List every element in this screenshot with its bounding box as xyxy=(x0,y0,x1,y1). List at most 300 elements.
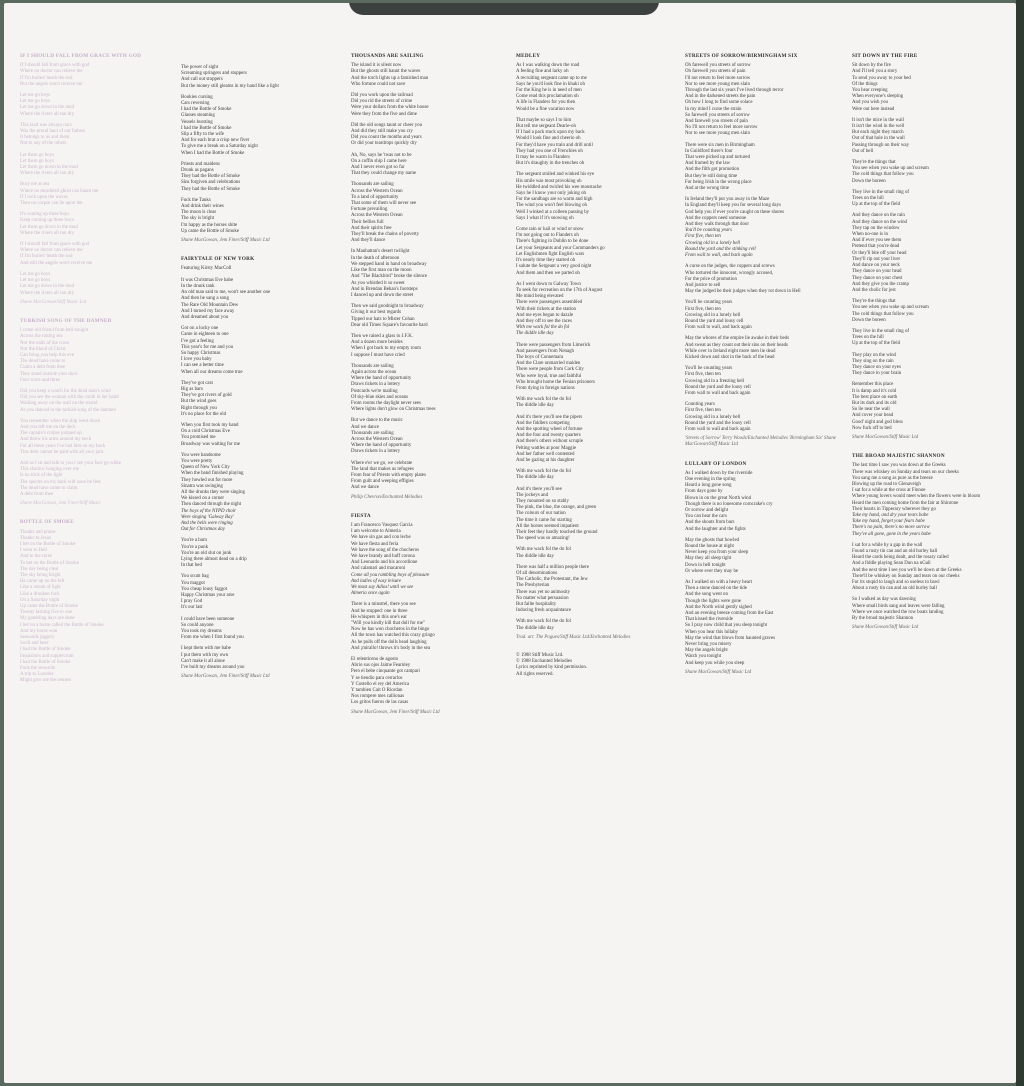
lyric-line: Who were loyal, true and faithful xyxy=(516,373,582,379)
lyric-line: And we dance xyxy=(351,485,379,491)
lyric-line: It's coming up three boys xyxy=(20,212,70,218)
lyric-line: No matter what persuasion xyxy=(516,595,569,601)
lyric-line: The day being clear xyxy=(20,566,59,572)
lyric-line: And farewell you streets of pain xyxy=(685,119,748,125)
lyric-line: For the sandbags are so warm and high xyxy=(516,197,593,203)
lyric-line: And me eyes began to dazzle xyxy=(516,312,574,318)
song-section xyxy=(516,53,686,641)
lyric-line: Where young lovers would meet when the flowers were in bloom xyxy=(852,494,981,500)
lyric-line: And they give you the cramp xyxy=(852,281,909,287)
lyric-line: Where the rivers all run dry xyxy=(20,230,75,236)
lyric-line: They tap on the window xyxy=(852,225,900,231)
lyric-line: Slip a fifty to the wife xyxy=(181,132,225,138)
lyric-line: The diddle idle day xyxy=(516,553,554,559)
lyric-line: And cover your head xyxy=(852,413,894,419)
lyric-line: And "The Blackbird" broke the silence xyxy=(351,274,428,280)
lyric-line: Then a stone danced on the tide xyxy=(685,586,747,592)
lyric-line: The best place on earth xyxy=(852,394,898,400)
lyric-line: There was half a million people there xyxy=(516,564,590,570)
lyric-line: The diddle idle day xyxy=(516,475,554,481)
lyric-line: From wall to wall and back again xyxy=(685,390,751,396)
lyric-line: They play on the wind xyxy=(852,352,897,358)
lyric-line: And it's there you'll see xyxy=(516,486,562,492)
lyric-line: Let me go boys xyxy=(20,271,51,277)
lyric-line: This year's for me and you xyxy=(181,344,234,350)
lyric-line: Would I look fine and cheerio oh xyxy=(516,136,581,142)
lyric-line: Four score and three xyxy=(20,377,61,383)
lyric-line: And them and then we parted oh xyxy=(516,270,580,276)
song-section xyxy=(685,461,845,677)
lyric-line: They live in the small ring of xyxy=(852,328,910,334)
lyric-line: As I was walking down the road xyxy=(516,63,580,69)
lyric-line: And you left me on the deck xyxy=(20,424,76,430)
lyric-line: Nor the nails of the cross xyxy=(20,340,70,346)
song-title: SIT DOWN BY THE FIRE xyxy=(852,53,918,59)
lyric-line: We have brandy and huff corona xyxy=(351,554,415,560)
lyric-line: © 1988 Stiff Music Ltd. xyxy=(516,653,564,659)
lyric-line: And it's there you'll see the pipers xyxy=(516,414,583,420)
lyric-line: But the money still gleams in my hand like a light xyxy=(181,83,279,89)
lyric-line: By the broad majestic Shannon xyxy=(852,616,914,622)
lyric-line: Cars reversing xyxy=(181,101,210,107)
lyric-line: But the ghosts still haunt the waves xyxy=(351,69,421,75)
lyric-line: That they could change my name xyxy=(351,171,417,177)
song-title: IF I SHOULD FALL FROM GRACE WITH GOD xyxy=(20,53,142,59)
song-credit: Trad. arr. The Pogues/Stiff Music Ltd/Enchanted Melodies xyxy=(516,634,631,640)
lyric-line: Glasses steaming xyxy=(181,113,215,119)
lyric-line: And he gazing at his daughter xyxy=(516,457,575,463)
lyric-line: Their bellies full xyxy=(351,219,384,225)
lyric-line: Right through you xyxy=(181,405,217,411)
lyric-line: Y tambien Cait O Riordan xyxy=(351,688,403,694)
lyric-line: Let them go down in the mud xyxy=(20,165,78,171)
lyric-line: On a cold Christmas Eve xyxy=(181,429,230,435)
lyric-line: Though the lights were gone xyxy=(685,598,741,604)
lyric-line: Let me go boys xyxy=(20,99,51,105)
lyric-line: I'll not return to feel more sorrow xyxy=(685,75,751,81)
lyric-line: The dead have come to claim xyxy=(20,485,78,491)
lyric-line: I kept them with me babe xyxy=(181,646,231,652)
lyric-line: Let them go down in the mud xyxy=(20,224,78,230)
song-title: STREETS OF SORROW/BIRMINGHAM SIX xyxy=(685,53,798,59)
lyric-line: With their tickets at the station xyxy=(516,306,576,312)
lyric-line: You took my dreams xyxy=(181,629,222,635)
lyric-line: Out of that hole in the wall xyxy=(852,136,905,142)
lyric-line: Claim a debt from thee xyxy=(20,365,66,371)
lyric-line: In the death of afternoon xyxy=(351,255,400,261)
lyric-line: First five, then ten xyxy=(685,408,721,414)
lyric-line: There'll be whiskey on Sunday and tears on our cheeks xyxy=(852,573,960,579)
lyric-line: When I got back to my empty room xyxy=(351,346,421,352)
lyric-line: Screaming springers and stoppers xyxy=(181,71,247,77)
lyric-line: And the shouts from bars xyxy=(685,520,735,526)
lyric-line: Or they'll bite off your head xyxy=(852,250,907,256)
lyric-line: From wall to wall, and back again xyxy=(685,325,752,331)
lyric-line: Growing old in a lonely hell xyxy=(685,240,741,246)
lyric-line: And ¡mirallo! throws it's body in the sea xyxy=(351,645,430,651)
lyric-line: When everyone's sleeping xyxy=(852,94,904,100)
lyric-line: Up came the Bottle of Smoke xyxy=(20,604,78,610)
lyric-line: Can bring you help this eve xyxy=(20,352,74,358)
lyric-line: We must say Adios! until we see xyxy=(351,585,414,591)
lyric-line: Y se tiendio para cerrarlos xyxy=(351,675,403,681)
lyric-line: I put them with my own xyxy=(181,652,229,658)
lyric-line: I bet on a horse called the Bottle of Smoke xyxy=(20,622,104,628)
lyric-line: Round the yard and the lousy cell xyxy=(685,420,751,426)
lyric-line: Like a streak of light xyxy=(20,585,61,591)
lyric-line: And the filth got promotion xyxy=(685,167,740,173)
lyric-line: Says he I know your only joking oh xyxy=(516,191,586,197)
lyric-line: On a coffin ship I came here xyxy=(351,158,407,164)
lyric-line: But each night they march xyxy=(852,130,904,136)
lyric-line: Were singing 'Galway Bay' xyxy=(181,514,234,520)
lyric-line: Dear old Times Square's favourite bard xyxy=(351,322,428,328)
lyric-line: Not to any of the others xyxy=(20,141,67,147)
lyric-line: With me wack fol the do fol xyxy=(516,469,571,475)
lyric-line: They mounted on so stably xyxy=(516,499,569,504)
lyric-line: You scum bag xyxy=(181,574,209,580)
lyric-line: Who tortured the innocent, wrongly accused, xyxy=(685,270,774,276)
lyric-line: First five, then ten xyxy=(685,234,721,240)
lyric-line: I've got a feeling xyxy=(181,338,214,344)
lyric-line: But it's draughty in the trenches oh xyxy=(516,161,585,167)
lyric-line: I am Francesco Vasquez Garcia xyxy=(351,523,413,528)
lyric-line: Down the boreen xyxy=(852,317,886,323)
lyric-line: They've got rivers of gold xyxy=(181,393,232,399)
song-section xyxy=(852,53,1016,441)
lyric-line: All the drunks they were singing xyxy=(181,489,245,495)
lyric-line: You'll be counting years xyxy=(685,300,733,306)
lyric-line: You're a bum xyxy=(181,538,207,544)
lyric-line: And there's others without scruple xyxy=(516,439,583,445)
lyric-line: Where lights don't glow on Christmas trees xyxy=(351,407,436,413)
lyric-line: And the bells were ringing xyxy=(181,521,233,526)
lyric-line: And calamari and macaroni xyxy=(351,566,406,572)
lyric-line: And I turned my face away xyxy=(181,308,235,314)
lyric-line: Take my hand, and dry your tears babe xyxy=(852,513,929,518)
lyric-line: And the sporting wheel of fortune xyxy=(516,426,583,432)
lyric-line: There were people from Cork City xyxy=(516,367,584,373)
lyric-line: To give me a break on a Saturday night xyxy=(181,144,258,150)
lyric-line: Their hearts in Tipperary wherever they go xyxy=(852,506,936,512)
lyric-line: Almeria once again xyxy=(351,591,390,597)
lyric-line: For the King he is in need of men xyxy=(516,88,582,94)
lyric-line: The Catholic, the Protestant, the Jew xyxy=(516,577,588,583)
lyric-line: They sing on the rain xyxy=(852,358,894,364)
lyric-line: Up at the top of the field xyxy=(852,341,901,347)
lyric-line: The pink, the blue, the orange, and green xyxy=(516,505,597,511)
lyric-line: You were handsome xyxy=(181,452,221,458)
lyric-line: When no-one is in xyxy=(852,232,888,238)
lyric-line: Growing old in a lonely hell xyxy=(685,414,741,420)
lyric-line: And dance on your neck xyxy=(852,263,900,269)
lyric-line: As he pulls off the dolls head laughing xyxy=(351,639,427,645)
lyric-line: With me wack fol the do fol xyxy=(516,619,571,625)
lyric-line: You see when you wake up and scream xyxy=(852,305,929,311)
lyric-line: It belongs to us and them xyxy=(20,135,70,141)
lyric-line: You maggot xyxy=(181,580,205,586)
lyric-line: Come read this proclamation oh xyxy=(516,94,579,100)
lyric-line: Would be a fine vacation now xyxy=(516,106,575,112)
song-section xyxy=(181,256,346,680)
lyric-line: They dance in your brain xyxy=(852,371,902,377)
lyric-line: The dead have come to xyxy=(20,359,66,365)
lyric-line: To bet on the Bottle of Smoke xyxy=(20,560,79,566)
lyric-line: You'll be counting years xyxy=(685,366,733,372)
song-credit: 'Streets of Sorrow' Terry Woods/Enchanted Melodies 'Birmingham Six' Shane MacGowan/Stiff Music Ltd xyxy=(685,436,836,448)
lyric-line: This debt cannot be paid with all your jack xyxy=(20,449,104,455)
lyric-line: Now he has won chocheros in the bingo xyxy=(351,627,430,633)
song-section xyxy=(20,318,170,507)
song-section xyxy=(351,513,511,716)
lyric-line: May the wind that blows from haunted graves xyxy=(685,635,776,641)
lyric-line: They had the Bottle of Smoke xyxy=(181,186,240,192)
lyric-line: May the judged be their judges when they rot down in Hell xyxy=(685,289,801,295)
song-credit: Shane MacGowan/Stiff Music Ltd xyxy=(852,434,919,440)
lyric-line: Let Englishmen fight English wars xyxy=(516,251,585,257)
lyric-line: You're an old slut on junk xyxy=(181,550,232,556)
lyric-line: We have sin gas and con leche xyxy=(351,535,411,541)
lyric-line: Round the yard and lousy cell xyxy=(685,318,744,324)
lyric-line: The sergeant smiled and winked his eye xyxy=(516,172,595,178)
lyric-line: And my horse won xyxy=(20,628,58,634)
lyric-line: All rights reserved. xyxy=(516,671,554,677)
lyric-line: That some of them will never see xyxy=(351,201,417,207)
lyric-line: Swill and beer xyxy=(20,641,49,647)
lyric-line: They've all gone, gone in the years babe xyxy=(852,531,931,537)
lyric-line: And still the angels won't receive me xyxy=(20,260,93,266)
lyric-line: You remember when the ship went down xyxy=(20,418,101,424)
lyric-line: They live in the small ring of xyxy=(852,189,910,195)
lyric-line: So happy Christmas xyxy=(181,350,221,356)
lyric-line: I bet on the Bottle of Smoke xyxy=(20,542,76,547)
lyric-line: Oh farewell you streets of sorrow xyxy=(685,63,751,69)
lyric-line: Of all denominations xyxy=(516,571,558,577)
column-4 xyxy=(516,53,686,690)
lyric-line: That were picked up and tortured xyxy=(685,155,751,161)
lyric-line: It's nearly time they started oh xyxy=(516,258,576,264)
lyric-line: A recruiting sergeant came up to me xyxy=(516,75,587,81)
lyric-line: No I'll not return to feel more sorrow xyxy=(685,125,758,131)
lyric-line: A life in Flanders for you then xyxy=(516,100,576,106)
lyric-line: They howled out for more xyxy=(181,477,233,483)
lyric-line: I love you baby xyxy=(181,357,212,363)
lyric-line: And the laughter and the fights xyxy=(685,526,746,532)
lyric-line: Big as bars xyxy=(181,386,203,392)
lyric-line: For being Irish in the wrong place xyxy=(685,179,752,185)
lyric-line: All the town has watched this crazy gringo xyxy=(351,633,435,639)
lyric-line: From dying in foreign nations xyxy=(516,385,575,391)
lyric-line: And they off to see the races xyxy=(516,318,572,324)
lyric-line: A curse on the judges, the coppers and screws xyxy=(685,264,775,270)
lyric-line: From wall to wall, and back again xyxy=(685,253,753,259)
lyric-line: This shadow hanging over me xyxy=(20,467,79,473)
lyric-line: For the price of promotion xyxy=(685,276,737,282)
lyric-line: There were passengers from Limerick xyxy=(516,342,591,348)
lyric-line: Round the yard and the stinking cell xyxy=(685,246,756,252)
lyric-line: Pero el bebe cinquante got campari xyxy=(351,669,420,675)
lyric-line: For they'd have you train and drill until xyxy=(516,142,593,148)
lyric-line: Pretend that you're dead xyxy=(852,244,900,250)
lyric-line: As you whistled it so sweet xyxy=(351,280,405,286)
lyric-line: Good' night and god bless xyxy=(852,419,903,425)
lyric-line: Did you see the woman with the comb in her hand xyxy=(20,395,119,401)
lyric-line: So I walked as day was dawning xyxy=(852,597,916,603)
lyric-line: Let your Sergeants and your Commanders go xyxy=(516,245,605,251)
lyric-line: The moon is clear xyxy=(181,210,217,216)
lyric-line: From fear of Priests with empty plates xyxy=(351,472,426,478)
lyric-line: Abrio sus ojos Jaime Fearnley xyxy=(351,663,411,669)
lyric-line: You were pretty xyxy=(181,458,213,464)
lyric-line: And he stopped: one in three xyxy=(351,608,408,614)
lyric-line: Where the rivers all run dry xyxy=(20,171,75,177)
song-section xyxy=(181,65,346,244)
lyric-line: Take my hand, forget your fears babe xyxy=(852,519,925,525)
lyric-line: Got on a lucky one xyxy=(181,326,219,332)
song-credit: Shane MacGowan/Stiff Music Ltd xyxy=(20,299,87,305)
lyric-line: Draws tickets in a lottery xyxy=(351,449,401,455)
lyric-line: And in the darkened streets the pain xyxy=(685,94,756,100)
lyric-line: Who brought home the Fenian prisoners xyxy=(516,379,595,385)
lyric-line: But failte hospitality xyxy=(516,602,557,608)
lyric-line: Bookies cursing xyxy=(181,94,213,100)
lyric-line: You hear creeping xyxy=(852,88,888,94)
lyric-line: May the whores of the empire lie awake in their beds xyxy=(685,336,790,342)
lyric-line: Drunk as pagans xyxy=(181,168,214,174)
lyric-line: Draws tickets in a lottery xyxy=(351,382,401,388)
lyric-line: Down the boreen xyxy=(852,178,886,184)
lyric-line: Trees on the hill xyxy=(852,196,884,202)
song-credit: Shane MacGowan, Jem Finer/Stiff Music Ltd xyxy=(181,238,270,244)
lyric-line: El relenticeno de agosto xyxy=(351,657,399,663)
lyric-line: As I walked on with a heavy heart xyxy=(685,580,752,586)
lyric-line: He came up on the left xyxy=(20,579,65,585)
lyric-line: Let me go down in the mud xyxy=(20,284,75,290)
lyric-line: Well I winked at a colleen passing by xyxy=(516,209,590,215)
lyric-line: Like a drunken fuck xyxy=(20,591,60,597)
lyric-line: As I went down to Galway Town xyxy=(516,281,581,287)
lyric-line: Counting years xyxy=(685,402,715,408)
lyric-line: And they dance on the wind xyxy=(852,219,908,225)
song-title: LULLABY OF LONDON xyxy=(685,460,747,467)
lyric-line: Never bring you misery xyxy=(685,642,732,648)
lyric-line: It isn't the wind in the well xyxy=(852,124,905,130)
lyric-line: We kissed on a corner xyxy=(181,496,225,502)
lyric-line: It isn't the mice in the wall xyxy=(852,117,904,123)
lyric-line: The land that makes us refugees xyxy=(351,466,414,472)
lyric-line: But the wind goes xyxy=(181,399,217,405)
lyric-line: Blown in on the great North wind xyxy=(685,495,752,501)
lyric-line: Were your dollars from the white house xyxy=(351,105,429,111)
lyric-line: Queen of New York City xyxy=(181,465,230,471)
lyric-line: They're the things that xyxy=(852,160,896,166)
lyric-line: And her father well contented xyxy=(516,451,575,457)
lyric-line: Thousands are sailing xyxy=(351,182,394,188)
lyric-line: There were six men in Birmingham xyxy=(685,142,755,148)
lyric-line: Came in eighteen to one xyxy=(181,332,229,338)
lyric-line: Did you count the months and years xyxy=(351,135,422,141)
lyric-line: And the cholic for jest xyxy=(852,287,896,293)
song-title: FAIRYTALE OF NEW YORK xyxy=(181,256,255,263)
lyric-line: Might give me the tenners xyxy=(20,678,72,684)
lyric-line: There's no pain, there's no more sorrow xyxy=(852,525,930,531)
lyric-line: They dance on your head xyxy=(852,269,902,275)
lyric-line: You see when you wake up and scream xyxy=(852,166,929,172)
lyric-line: Out of hell xyxy=(852,148,874,154)
lyric-line: The boys of Connemara xyxy=(516,354,564,360)
lyric-line: So lie near the wall xyxy=(852,407,890,413)
lyric-line: Growing old in a freezing hell xyxy=(685,378,745,384)
song-credit: Shane MacGowan, Jem Finer/Stiff Music xyxy=(20,501,101,507)
lyric-sheet xyxy=(4,3,1016,1083)
lyric-line: Across the Western Ocean xyxy=(351,436,403,442)
lyric-line: I could have been someone xyxy=(181,616,235,622)
lyric-line: On a Saturday night xyxy=(20,597,60,603)
lyric-line: And the song went on xyxy=(685,592,728,598)
lyric-line: Their feet they hardly touched the ground xyxy=(516,530,598,536)
lyric-line: We stepped hand in hand on broadway xyxy=(351,261,427,267)
lyric-line: It's our last xyxy=(181,605,203,611)
lyric-line: The time it came for starting xyxy=(516,517,572,523)
lyric-line: And they walk through that door xyxy=(685,222,749,228)
lyric-line: The wind you won't feel blowing oh xyxy=(516,203,587,209)
lyric-line: From rooms the daylight never sees xyxy=(351,400,421,406)
lyric-line: And the fiddlers competing xyxy=(516,420,570,426)
lyric-line: Let them go boys xyxy=(20,158,55,164)
lyric-line: Of sky-blue skies and oceans xyxy=(351,394,409,400)
lyric-line: They dance on your eyes xyxy=(852,364,901,370)
song-credit: Shane MacGowan/Stiff Music Ltd xyxy=(852,625,919,631)
lyric-line: Thanks to Jesus xyxy=(20,535,51,541)
song-section xyxy=(685,53,845,449)
lyric-line: Found a rusty tin can and an old hurley ball xyxy=(852,549,938,555)
sleeve-edge xyxy=(1016,0,1024,1086)
lyric-line: So farewell you streets of sorrow xyxy=(685,112,750,118)
lyric-line: A feeling fine and larky oh xyxy=(516,69,569,75)
lyric-line: This land was always ours xyxy=(20,122,72,128)
lyric-line: There is a minstrel, there you see xyxy=(351,602,416,608)
lyric-line: Seawards jaggery xyxy=(20,635,55,641)
lyric-line: Let me go boys xyxy=(20,93,51,99)
lyric-line: Priests and maidens xyxy=(181,161,220,167)
lyric-line: That kissed the riverside xyxy=(685,617,733,623)
lyric-line: "Will you kindly kill that doll for me" xyxy=(351,621,426,627)
lyric-line: Watch you tonight xyxy=(685,654,722,660)
lyric-line: Come rain or hail or wind or snow xyxy=(516,227,584,233)
lyric-line: And sweat as they count out their sins on their heads xyxy=(685,342,788,348)
lyric-line: You'll be counting years xyxy=(685,228,732,234)
lyric-line: Twenty lashing five to one xyxy=(20,610,73,616)
lyric-line: Nos rompere mes callionas xyxy=(351,694,405,700)
lyric-line: Thanks and praise xyxy=(20,529,56,535)
lyric-line: They'll rip out your liver xyxy=(852,256,901,262)
lyric-line: Broadway was waiting for me xyxy=(181,441,240,447)
lyric-line: The boys of the NYPD choir xyxy=(181,508,237,514)
lyric-line: The diddle idle day xyxy=(516,625,554,631)
lyric-line: © 1988 Enchanted Melodies xyxy=(516,659,573,665)
lyric-line: Featuring Kirsty MacColl xyxy=(181,266,232,272)
lyric-line: All the horses seemed impatient xyxy=(516,523,579,529)
lyric-line: Did the old songs taunt or cheer you xyxy=(351,122,423,128)
lyric-line: I've built my dreams around you xyxy=(181,665,245,671)
lyric-line: And for each brat a crisp new fiver xyxy=(181,138,250,144)
song-credit: Shane MacGowan, Jem Finer/Stiff Music Ltd xyxy=(351,709,440,715)
lyric-line: So I pray now child that you sleep tonight xyxy=(685,623,768,629)
lyric-line: You cheap lousy faggot xyxy=(181,586,228,592)
lyric-line: And I never even got so far xyxy=(351,165,405,171)
lyric-line: You're a punk xyxy=(181,544,209,550)
lyric-line: Fortune prevailing xyxy=(351,207,388,213)
